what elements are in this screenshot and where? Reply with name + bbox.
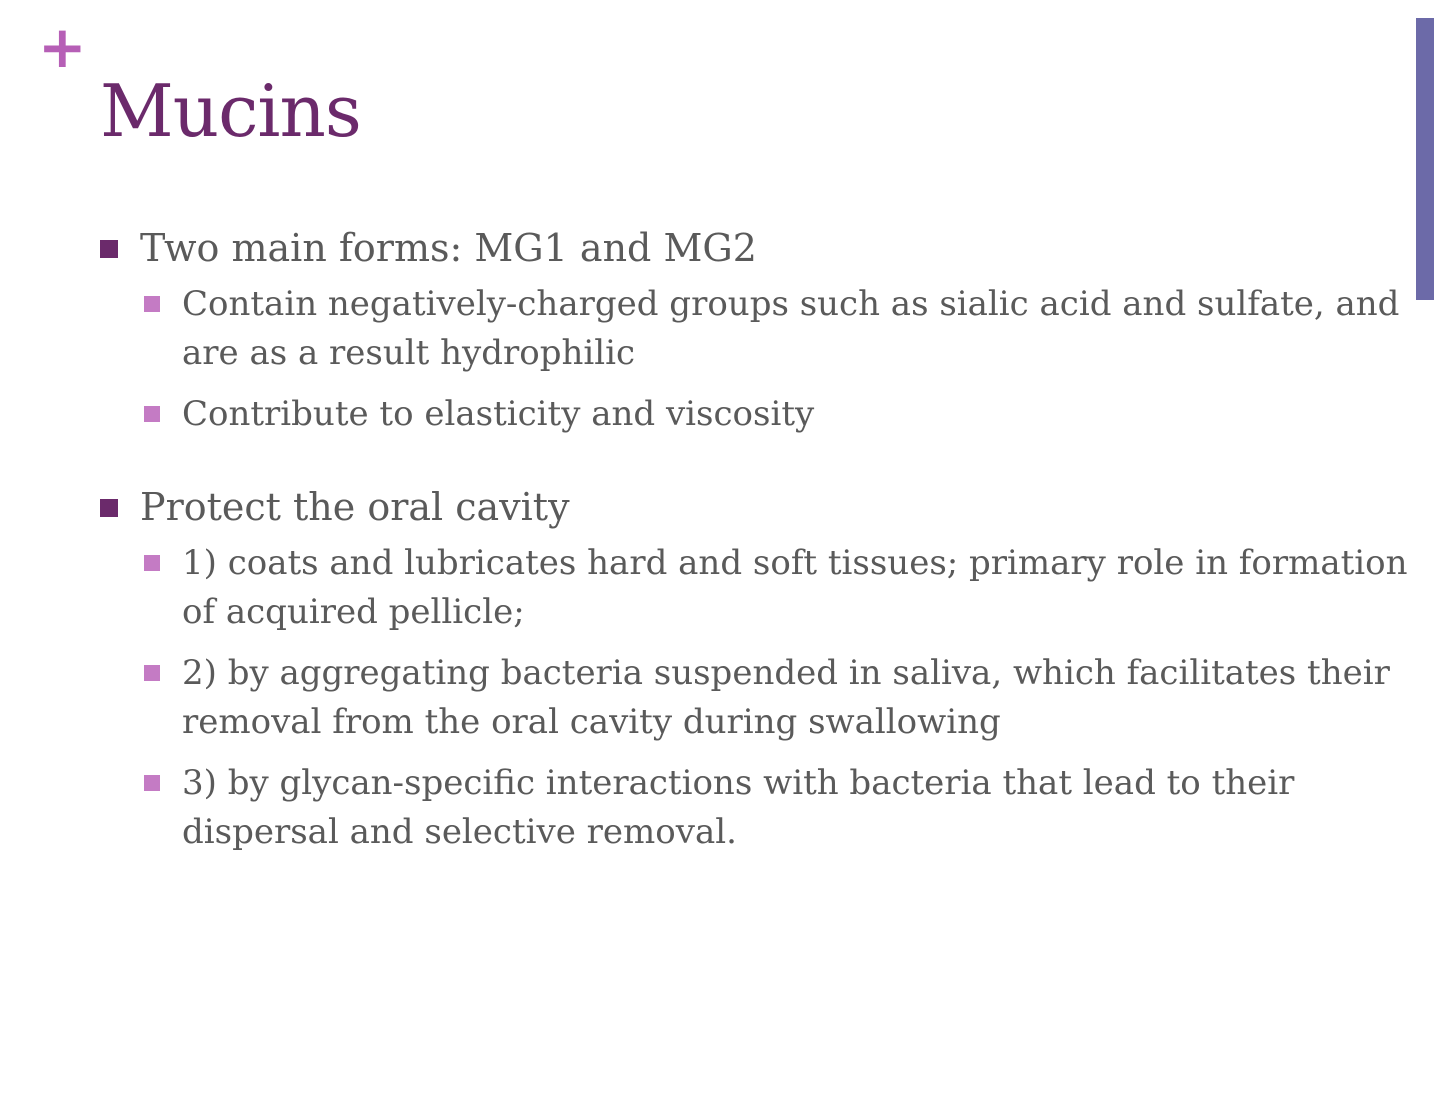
bullet-text: Two main forms: MG1 and MG2 <box>140 226 757 270</box>
square-bullet-icon <box>144 555 160 571</box>
bullet-text: 1) coats and lubricates hard and soft tissues; primary role in formation of acquired pellicle; <box>182 543 1408 632</box>
bullet-level2 <box>144 649 1410 747</box>
sub-bullet-list <box>100 280 1410 439</box>
bullet-level2 <box>144 280 1410 378</box>
bullet-level2 <box>144 759 1410 857</box>
bullet-text: 2) by aggregating bacteria suspended in saliva, which facilitates their removal from the oral cavity during swallowing <box>182 653 1390 742</box>
plus-decoration-icon: + <box>38 13 87 81</box>
bullet-level2 <box>144 539 1410 637</box>
square-bullet-icon <box>100 499 118 517</box>
side-accent-bar <box>1416 18 1434 300</box>
bullet-text: Contribute to elasticity and viscosity <box>182 394 815 434</box>
section-forms <box>100 222 1410 439</box>
bullet-level1 <box>100 481 1410 533</box>
square-bullet-icon <box>144 775 160 791</box>
square-bullet-icon <box>144 296 160 312</box>
bullet-level1 <box>100 222 1410 274</box>
square-bullet-icon <box>100 240 118 258</box>
sub-bullet-list <box>100 539 1410 857</box>
bullet-level2 <box>144 390 1410 439</box>
square-bullet-icon <box>144 406 160 422</box>
slide-body <box>100 222 1410 869</box>
bullet-text: 3) by glycan-specific interactions with bacteria that lead to their dispersal and selective removal. <box>182 763 1295 852</box>
bullet-text: Protect the oral cavity <box>140 485 570 529</box>
square-bullet-icon <box>144 665 160 681</box>
slide-title: Mucins <box>100 69 361 153</box>
bullet-text: Contain negatively-charged groups such as sialic acid and sulfate, and are as a result hydrophilic <box>182 284 1400 373</box>
section-protection <box>100 481 1410 857</box>
